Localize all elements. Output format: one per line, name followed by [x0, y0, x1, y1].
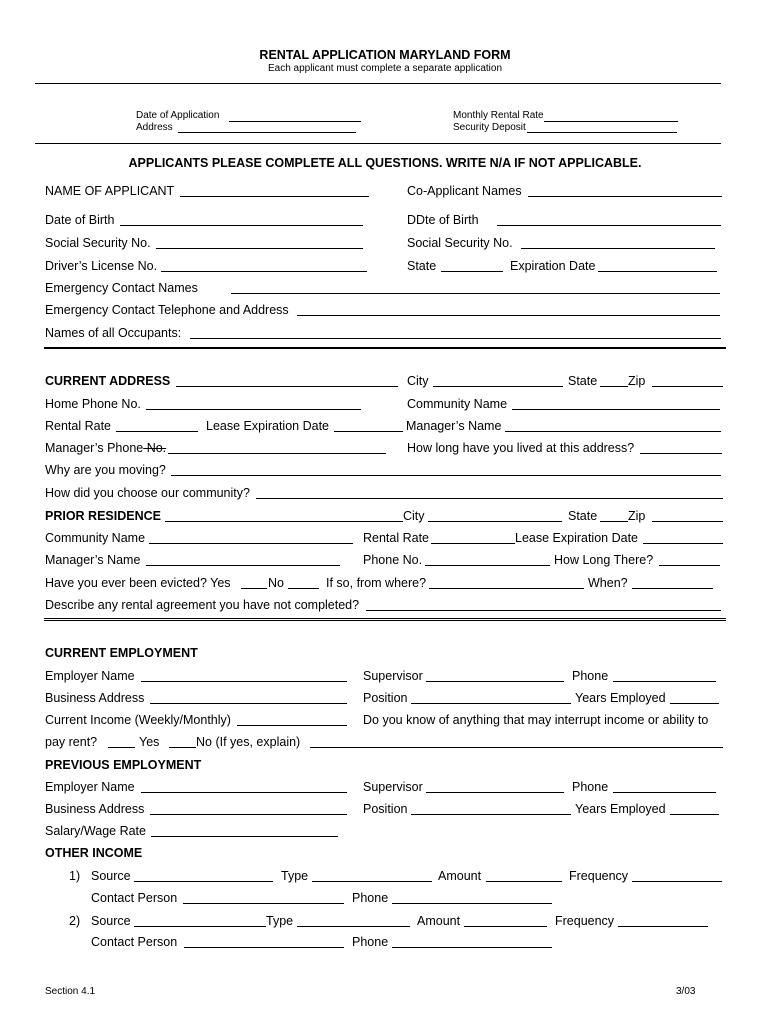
prev-phone-field[interactable]: [613, 792, 716, 793]
income-1-type-label: Type: [281, 869, 309, 883]
position-field[interactable]: [411, 703, 571, 704]
prior-address-field[interactable]: [165, 521, 403, 522]
dob-field[interactable]: [120, 225, 363, 226]
how-choose-label: How did you choose our community?: [45, 486, 250, 500]
income-2-contact-label: Contact Person: [91, 935, 178, 949]
ssn-field[interactable]: [156, 248, 363, 249]
income-2-phone-field[interactable]: [392, 947, 552, 948]
prior-phone-field[interactable]: [425, 565, 550, 566]
dl-state-label: State: [407, 259, 437, 273]
when-field[interactable]: [632, 588, 713, 589]
co-dob-label: DDte of Birth: [407, 213, 479, 227]
income-2-contact-field[interactable]: [184, 947, 344, 948]
income-1-frequency-field[interactable]: [632, 881, 722, 882]
describe-field[interactable]: [366, 610, 721, 611]
how-long-field[interactable]: [640, 453, 722, 454]
evicted-no-label: No: [268, 576, 284, 590]
lease-exp-field[interactable]: [334, 431, 403, 432]
prior-rental-rate-field[interactable]: [431, 543, 515, 544]
current-city-field[interactable]: [433, 386, 563, 387]
drivers-license-label: Driver’s License No.: [45, 259, 158, 273]
drivers-license-field[interactable]: [161, 271, 367, 272]
managers-phone-field[interactable]: [168, 453, 386, 454]
date-of-application-label: Date of Application: [136, 110, 220, 121]
current-state-label: State: [568, 374, 598, 388]
occupants-label: Names of all Occupants:: [45, 326, 182, 340]
when-label: When?: [588, 576, 628, 590]
previous-employment-heading: PREVIOUS EMPLOYMENT: [45, 758, 202, 772]
emergency-names-field[interactable]: [231, 293, 720, 294]
salary-field[interactable]: [151, 836, 338, 837]
supervisor-field[interactable]: [426, 681, 564, 682]
income-1-phone-label: Phone: [352, 891, 389, 905]
income-1-contact-label: Contact Person: [91, 891, 178, 905]
prior-state-field[interactable]: [600, 521, 628, 522]
pay-rent-yes-field[interactable]: [108, 747, 135, 748]
salary-label: Salary/Wage Rate: [45, 824, 146, 838]
footer-date: 3/03: [676, 986, 696, 997]
address-field[interactable]: [178, 132, 356, 133]
form-title: RENTAL APPLICATION MARYLAND FORM: [259, 48, 511, 62]
emergency-names-label: Emergency Contact Names: [45, 281, 198, 295]
co-ssn-field[interactable]: [521, 248, 715, 249]
prior-residence-heading: PRIOR RESIDENCE: [45, 509, 161, 523]
business-address-field[interactable]: [150, 703, 347, 704]
pay-rent-no-field[interactable]: [169, 747, 196, 748]
prior-community-label: Community Name: [45, 531, 146, 545]
rental-rate-label: Rental Rate: [45, 419, 112, 433]
pay-rent-yes-label: Yes: [139, 735, 160, 749]
interrupt-label: Do you know of anything that may interrupt income or ability to: [363, 713, 709, 727]
form-subtitle: Each applicant must complete a separate application: [267, 63, 503, 74]
years-employed-label: Years Employed: [575, 691, 666, 705]
income-1-amount-field[interactable]: [486, 881, 562, 882]
why-moving-label: Why are you moving?: [45, 463, 166, 477]
how-choose-field[interactable]: [256, 498, 723, 499]
current-zip-label: Zip: [628, 374, 646, 388]
if-so-label: If so, from where?: [326, 576, 427, 590]
income-2-number: 2): [69, 914, 81, 928]
why-moving-field[interactable]: [171, 475, 721, 476]
years-employed-field[interactable]: [670, 703, 719, 704]
prior-how-long-label: How Long There?: [554, 553, 654, 567]
describe-label: Describe any rental agreement you have not completed?: [45, 598, 360, 612]
supervisor-label: Supervisor: [363, 669, 423, 683]
income-1-contact-field[interactable]: [183, 903, 344, 904]
co-ssn-label: Social Security No.: [407, 236, 513, 250]
income-2-source-field[interactable]: [134, 926, 266, 927]
current-address-field[interactable]: [176, 386, 398, 387]
co-applicant-names-field[interactable]: [528, 196, 722, 197]
current-city-label: City: [407, 374, 429, 388]
income-1-amount-label: Amount: [438, 869, 482, 883]
current-income-field[interactable]: [237, 725, 347, 726]
security-deposit-label: Security Deposit: [453, 122, 526, 133]
how-long-label: How long have you lived at this address?: [407, 441, 635, 455]
prev-supervisor-field[interactable]: [426, 792, 564, 793]
prev-supervisor-label: Supervisor: [363, 780, 423, 794]
income-2-phone-label: Phone: [352, 935, 389, 949]
prior-phone-label: Phone No.: [363, 553, 423, 567]
prior-managers-name-label: Manager’s Name: [45, 553, 141, 567]
income-2-amount-field[interactable]: [464, 926, 547, 927]
pay-rent-explain-field[interactable]: [310, 747, 723, 748]
security-deposit-field[interactable]: [527, 132, 677, 133]
business-address-label: Business Address: [45, 691, 145, 705]
evicted-yes-field[interactable]: [241, 588, 267, 589]
prev-position-label: Position: [363, 802, 408, 816]
income-1-source-field[interactable]: [134, 881, 273, 882]
dl-expiration-label: Expiration Date: [510, 259, 596, 273]
address-label: Address: [136, 122, 173, 133]
prev-years-employed-field[interactable]: [670, 814, 719, 815]
name-of-applicant-field[interactable]: [180, 196, 369, 197]
dob-label: Date of Birth: [45, 213, 115, 227]
prev-phone-label: Phone: [572, 780, 609, 794]
current-income-label: Current Income (Weekly/Monthly): [45, 713, 231, 727]
prior-city-label: City: [403, 509, 425, 523]
home-phone-label: Home Phone No.: [45, 397, 141, 411]
prior-zip-field[interactable]: [652, 521, 723, 522]
employer-phone-field[interactable]: [613, 681, 716, 682]
income-2-type-label: Type: [266, 914, 294, 928]
pay-rent-label: pay rent?: [45, 735, 98, 749]
current-zip-field[interactable]: [652, 386, 723, 387]
income-1-frequency-label: Frequency: [569, 869, 629, 883]
monthly-rental-rate-field[interactable]: [544, 121, 678, 122]
employer-name-label: Employer Name: [45, 669, 135, 683]
home-phone-field[interactable]: [146, 409, 361, 410]
prior-city-field[interactable]: [428, 521, 562, 522]
date-of-application-field[interactable]: [229, 121, 361, 122]
other-income-heading: OTHER INCOME: [45, 846, 143, 860]
co-applicant-names-label: Co-Applicant Names: [407, 184, 522, 198]
income-1-type-field[interactable]: [312, 881, 432, 882]
emergency-phone-label: Emergency Contact Telephone and Address: [45, 303, 289, 317]
position-label: Position: [363, 691, 408, 705]
prior-lease-exp-label: Lease Expiration Date: [515, 531, 638, 545]
income-1-phone-field[interactable]: [392, 903, 552, 904]
income-2-frequency-label: Frequency: [555, 914, 615, 928]
divider: [35, 143, 721, 144]
dl-state-field[interactable]: [441, 271, 503, 272]
income-2-amount-label: Amount: [417, 914, 461, 928]
prev-business-address-field[interactable]: [150, 814, 347, 815]
prev-business-address-label: Business Address: [45, 802, 145, 816]
prev-position-field[interactable]: [411, 814, 571, 815]
monthly-rental-rate-label: Monthly Rental Rate: [453, 110, 544, 121]
community-name-label: Community Name: [407, 397, 508, 411]
income-2-source-label: Source: [91, 914, 131, 928]
current-employment-heading: CURRENT EMPLOYMENT: [45, 646, 198, 660]
community-name-field[interactable]: [512, 409, 720, 410]
current-address-heading: CURRENT ADDRESS: [45, 374, 171, 388]
managers-name-field[interactable]: [505, 431, 721, 432]
prior-lease-exp-field[interactable]: [643, 543, 723, 544]
lease-exp-label: Lease Expiration Date: [206, 419, 329, 433]
pay-rent-no-label: No (If yes, explain): [196, 735, 301, 749]
income-2-type-field[interactable]: [297, 926, 410, 927]
current-state-field[interactable]: [600, 386, 628, 387]
prev-years-employed-label: Years Employed: [575, 802, 666, 816]
prev-employer-name-label: Employer Name: [45, 780, 135, 794]
dl-expiration-field[interactable]: [598, 271, 717, 272]
managers-phone-label: Manager’s Phone No.: [45, 441, 167, 455]
prior-managers-name-field[interactable]: [146, 565, 340, 566]
evicted-label: Have you ever been evicted? Yes: [45, 576, 231, 590]
prior-zip-label: Zip: [628, 509, 646, 523]
divider: [35, 83, 721, 84]
prior-rental-rate-label: Rental Rate: [363, 531, 430, 545]
co-dob-field[interactable]: [497, 225, 721, 226]
income-1-number: 1): [69, 869, 81, 883]
rental-rate-field[interactable]: [116, 431, 198, 432]
name-of-applicant-label: NAME OF APPLICANT: [45, 184, 175, 198]
emergency-phone-field[interactable]: [297, 315, 720, 316]
income-2-frequency-field[interactable]: [618, 926, 708, 927]
employer-name-field[interactable]: [141, 681, 347, 682]
if-so-field[interactable]: [429, 588, 584, 589]
section-divider: [44, 618, 726, 621]
employer-phone-label: Phone: [572, 669, 609, 683]
occupants-field[interactable]: [190, 338, 721, 339]
section-divider: [44, 347, 726, 349]
footer-section: Section 4.1: [45, 986, 96, 997]
prior-community-field[interactable]: [149, 543, 353, 544]
evicted-no-field[interactable]: [288, 588, 319, 589]
prev-employer-name-field[interactable]: [141, 792, 347, 793]
ssn-label: Social Security No.: [45, 236, 151, 250]
income-1-source-label: Source: [91, 869, 131, 883]
instructions-heading: APPLICANTS PLEASE COMPLETE ALL QUESTIONS. WRITE N/A IF NOT APPLICABLE.: [128, 156, 642, 170]
prior-how-long-field[interactable]: [659, 565, 720, 566]
prior-state-label: State: [568, 509, 598, 523]
managers-name-label: Manager’s Name: [406, 419, 502, 433]
